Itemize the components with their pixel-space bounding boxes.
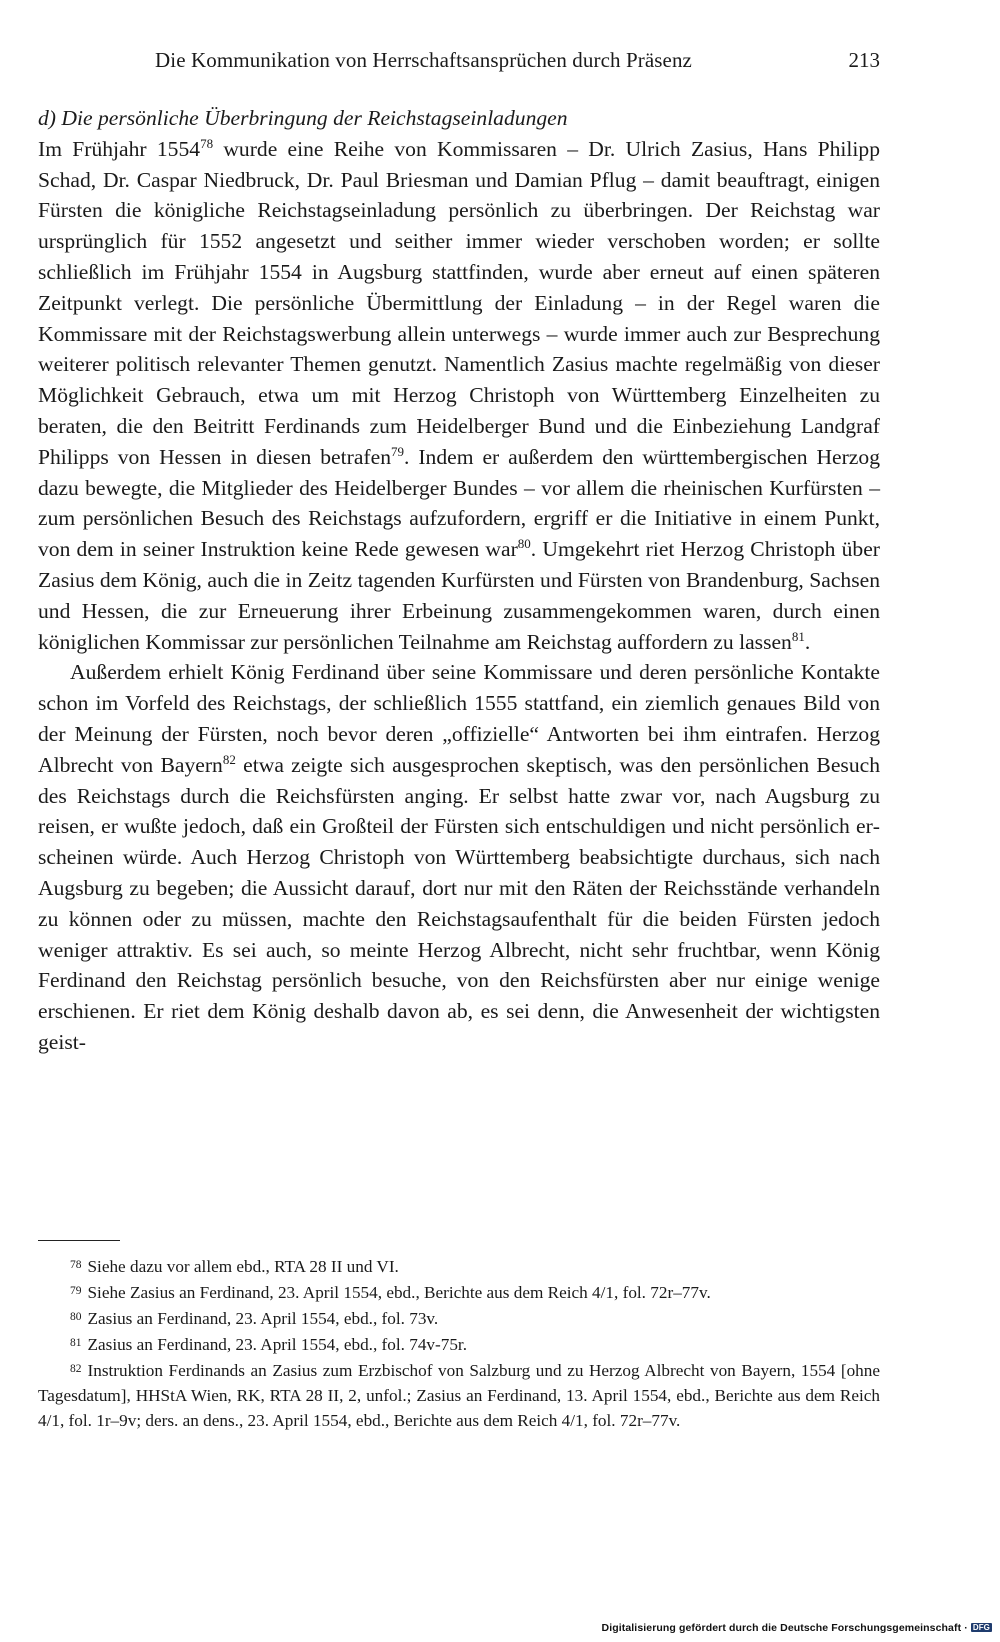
footnote-82 bbox=[38, 1357, 880, 1433]
footnote-text: Instruktion Ferdinands an Zasius zum Erzbischof von Salzburg und zu Herzog Albrecht von Bayern, 1554 [ohne Tagesdatum], HHStA Wien, RK, RTA 28 II, 2, unfol.; Zasius an Ferdinand, 13. April 1554, ebd., Berichte aus dem Reich 4/1, fol. 1r–9v; ders. an dens., 23. April 1554, ebd., Berichte aus dem Reich 4/1, fol. 72r–77v. bbox=[38, 1361, 880, 1430]
footnote-ref-79: 79 bbox=[391, 443, 404, 459]
footnote-ref-80: 80 bbox=[517, 535, 531, 551]
footnote-text: Zasius an Ferdinand, 23. April 1554, ebd., fol. 73v. bbox=[87, 1309, 439, 1328]
paragraph-1-text-5: . bbox=[804, 629, 811, 654]
footnote-number: 78 bbox=[70, 1259, 82, 1271]
paragraph-2-text-1: Außerdem erhielt König Ferdinand über seine Kommissare und deren persönliche Kontakte schon im Vorfeld des Reichstags, der schließlich 1555 stattfand, ein ziemlich genaues Bild von der Meinung der Fürsten, noch bevor deren „offizielle“ Antworten bei ihm eintrafen. Herzog Albrecht von Bayern bbox=[38, 660, 880, 777]
footnote-text: Siehe dazu vor allem ebd., RTA 28 II und VI. bbox=[87, 1257, 399, 1276]
digitization-credit-text: Digitalisierung gefördert durch die Deutsche Forschungsgemeinschaft · bbox=[601, 1622, 968, 1634]
body-text bbox=[38, 103, 880, 1058]
running-title: Die Kommunikation von Herrschaftsansprüchen durch Präsenz bbox=[155, 48, 692, 72]
paragraph-2 bbox=[38, 657, 880, 1057]
paragraph-1-text-3: . Indem er außerdem den württembergischen Herzog dazu bewegte, die Mitglieder des Heidelberger Bundes – vor allem die rheinischen Kurfürsten – zum persönlichen Besuch des Reichstags aufzufordern, ergriff er die Initiative in einem Punkt, von dem in seiner Instruktion keine Rede gewesen war bbox=[38, 444, 880, 562]
footnote-81 bbox=[38, 1331, 880, 1357]
footnote-78 bbox=[38, 1253, 880, 1279]
paragraph-1 bbox=[38, 134, 880, 658]
footnote-ref-81: 81 bbox=[791, 628, 805, 644]
footnote-text: Siehe Zasius an Ferdinand, 23. April 1554, ebd., Berichte aus dem Reich 4/1, fol. 72r–77v. bbox=[87, 1283, 711, 1302]
digitization-credit bbox=[602, 1622, 992, 1634]
footnote-ref-82: 82 bbox=[222, 751, 236, 767]
footnote-number: 82 bbox=[70, 1363, 82, 1375]
footnote-80 bbox=[38, 1305, 880, 1331]
footnote-number: 81 bbox=[70, 1337, 82, 1349]
footnote-79 bbox=[38, 1279, 880, 1305]
page-number: 213 bbox=[848, 48, 880, 72]
paragraph-2-text-2: etwa zeigte sich ausgesprochen skeptisch, was den persönlichen Besuch des Reichstags durch die Reichsfürsten anging. Er selbst hatte zwar vor, nach Augsburg zu reisen, er wußte jedoch, daß ein Großteil der Fürsten sich entschuldigen und nicht persönlich erscheinen würde. Auch Herzog Christoph von Württemberg beabsichtigte durchaus, sich nach Augsburg zu begeben; die Aussicht darauf, dort nur mit den Räten der Reichsstände verhandeln zu können oder zu müssen, machte den Reichstagsaufenthalt für die beiden Fürsten jedoch weniger attraktiv. Es sei auch, so meinte Herzog Albrecht, nicht sehr fruchtbar, wenn König Ferdinand den Reichstag persönlich besuche, von den Reichsfürsten aber nur einige wenige erschienen. Er riet dem König deshalb davon ab, es sei denn, die Anwesenheit der wichtigsten geist- bbox=[38, 752, 880, 1054]
paragraph-1-text-2: wurde eine Reihe von Kommissaren – Dr. Ulrich Zasius, Hans Philipp Schad, Dr. Caspar Niedbruck, Dr. Paul Briesman und Damian Pflug – damit beauftragt, einigen Fürsten die königliche Reichstagseinladung persönlich zu überbringen. Der Reichstag war ursprünglich für 1552 angesetzt und seither immer wieder verschoben worden; er sollte schließlich im Frühjahr 1554 in Augsburg stattfinden, wurde aber erneut auf einen späteren Zeitpunkt verlegt. Die persönliche Übermittlung der Einladung – in der Regel waren die Kommissare mit der Reichstagswerbung allein unterwegs – wurde immer auch zur Besprechung weiterer politisch relevanter Themen genutzt. Namentlich Zasius machte regelmäßig von dieser Möglichkeit Gebrauch, etwa um mit Herzog Christoph von Württemberg Einzelheiten zu beraten, die den Beitritt Ferdinands zum Heidelberger Bund und die Einbeziehung Landgraf Philipps von Hessen in diesen betrafen bbox=[38, 136, 880, 469]
footnote-number: 79 bbox=[70, 1285, 82, 1297]
footnotes bbox=[38, 1253, 880, 1433]
page-header bbox=[38, 48, 880, 78]
paragraph-1-text-1: Im Frühjahr 1554 bbox=[38, 136, 201, 161]
dfg-logo: DFG bbox=[972, 1623, 990, 1632]
paragraph-1-text-4: . Umgekehrt riet Herzog Christoph über Zasius dem König, auch die in Zeitz tagenden Kurfürsten und Fürsten von Brandenburg, Sachsen und Hessen, die zur Erneuerung ihrer Erbeinung zusammengekommen waren, durch einen königlichen Kommissar zur persönlichen Teilnahme am Reichstag auffordern zu lassen bbox=[38, 537, 880, 654]
footnote-number: 80 bbox=[70, 1311, 82, 1323]
footnote-text: Zasius an Ferdinand, 23. April 1554, ebd., fol. 74v-75r. bbox=[87, 1335, 468, 1354]
section-heading: d) Die persönliche Überbringung der Reichstagseinladungen bbox=[38, 106, 568, 130]
footnote-ref-78: 78 bbox=[200, 135, 214, 151]
footnote-separator bbox=[38, 1240, 120, 1241]
